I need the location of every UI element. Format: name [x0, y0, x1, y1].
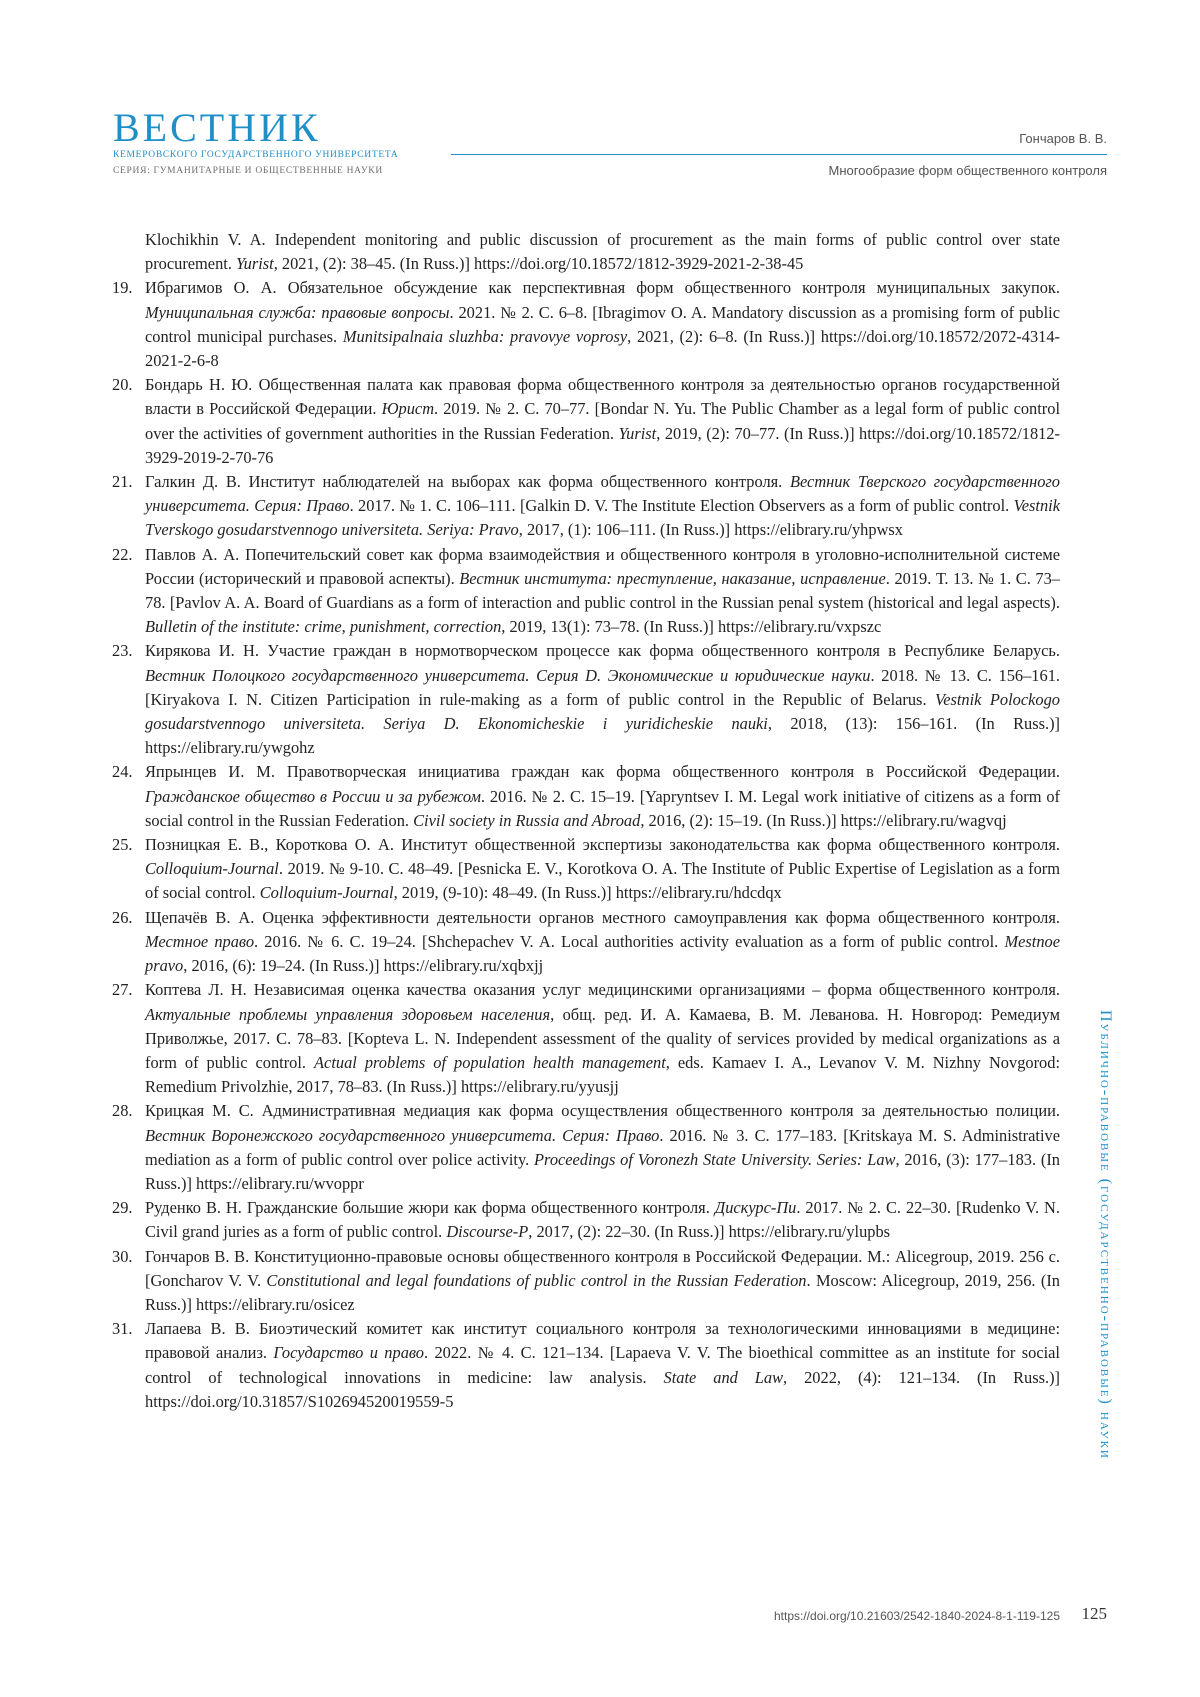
reference-segment: . 2018. № 13. С. 156–161. [Kiryakova I. N. Citizen Participation in rule-making as a form of public control in the Republic of Belarus.: [145, 665, 1060, 709]
reference-item: [112, 543, 1060, 640]
running-head-author: Гончаров В. В.: [1019, 131, 1107, 146]
reference-segment: Ибрагимов О. А. Обязательное обсуждение как перспективная форм общественного контроля муниципальных закупок.: [145, 278, 1060, 298]
reference-segment: , 2018, (13): 156–161. (In Russ.)] https://elibrary.ru/ywgohz: [145, 714, 1060, 758]
reference-number: 26.: [112, 907, 133, 927]
reference-text: [145, 641, 1060, 757]
reference-source-title: Vestnik Tverskogo gosudarstvennogo universiteta. Seriya: Pravo: [145, 496, 1060, 540]
reference-segment: Позницкая Е. В., Короткова О. А. Институт общественной экспертизы законодательства как форма общественного контроля.: [145, 835, 1060, 855]
journal-logo-title: ВЕСТНИК: [113, 105, 321, 150]
reference-segment: . Moscow: Alicegroup, 2019, 256. (In Russ.)] https://elibrary.ru/osicez: [145, 1270, 1061, 1314]
reference-text: [145, 472, 1060, 539]
reference-item: [112, 373, 1060, 470]
reference-segment: , eds. Kamaev I. A., Levanov V. M. Nizhny Novgorod: Remedium Privolzhie, 2017, 78–83. (In Russ.)] https://elibrary.ru/yyusjj: [145, 1052, 1060, 1097]
reference-text: [145, 980, 1060, 1096]
page-number: 125: [1081, 1604, 1107, 1623]
reference-source-title: Актуальные проблемы управления здоровьем населения: [145, 1004, 551, 1024]
reference-source-title: Actual problems of population health management: [314, 1052, 666, 1072]
reference-item: [112, 639, 1060, 760]
reference-source-title: Дискурс-Пи: [714, 1198, 797, 1218]
reference-source-title: Вестник института: преступление, наказание, исправление: [459, 568, 886, 588]
reference-item: [112, 276, 1060, 373]
journal-logo-subtitle: КЕМЕРОВСКОГО ГОСУДАРСТВЕННОГО УНИВЕРСИТЕТА: [113, 150, 399, 160]
reference-number: 31.: [112, 1319, 133, 1339]
reference-text: [145, 545, 1060, 637]
reference-source-title: Constitutional and legal foundations of public control in the Russian Federation: [266, 1270, 807, 1290]
reference-segment: , 2019, 13(1): 73–78. (In Russ.)] https://elibrary.ru/vxpszc: [501, 617, 882, 637]
reference-source-title: Discourse-P: [446, 1222, 529, 1242]
reference-source-title: Местное право: [145, 931, 255, 951]
reference-list: [112, 228, 1060, 1414]
reference-source-title: State and Law: [663, 1367, 784, 1387]
reference-number: 21.: [112, 472, 133, 492]
reference-source-title: Munitsipalnaia sluzhba: pravovye voprosy: [342, 326, 628, 346]
reference-source-title: Государство и право: [273, 1343, 424, 1363]
reference-item: [112, 760, 1060, 833]
reference-source-title: Юрист: [381, 399, 435, 419]
reference-segment: Руденко В. Н. Гражданские большие жюри как форма общественного контроля.: [145, 1198, 715, 1218]
reference-number: 20.: [112, 375, 133, 395]
reference-item: [112, 1099, 1060, 1196]
reference-segment: Павлов А. А. Попечительский совет как форма взаимодействия и общественного контроля в уголовно-исполнительной системе России (исторический и правовой аспекты).: [145, 544, 1060, 588]
reference-source-title: Yurist: [236, 254, 274, 274]
reference-source-title: Муниципальная служба: правовые вопросы: [145, 302, 450, 322]
reference-segment: , 2016, (6): 19–24. (In Russ.)] https://elibrary.ru/xqbxjj: [183, 956, 544, 976]
header-divider: [451, 154, 1107, 155]
reference-source-title: Вестник Воронежского государственного университета. Серия: Право: [145, 1125, 660, 1145]
reference-segment: , 2019, (9-10): 48–49. (In Russ.)] https://elibrary.ru/hdcdqx: [393, 883, 782, 903]
reference-segment: Япрынцев И. М. Правотворческая инициатива граждан как форма общественного контроля в Российской Федерации.: [145, 762, 1060, 782]
reference-text: [145, 835, 1060, 902]
reference-text: [145, 375, 1060, 467]
reference-segment: Klochikhin V. A. Independent monitoring and public discussion of procurement as the main forms of public control over state procurement.: [145, 230, 1060, 274]
section-side-title: Публично-правовые (государственно-правовые) науки: [1097, 1010, 1114, 1460]
reference-segment: , общ. ред. И. А. Камаева, В. М. Леванова. Н. Новгород: Ремедиум Приволжье, 2017. С. 78–83. [Kopteva L. N. Independent assessment of the quality of services provided by medical organizations as a form of public control.: [145, 1004, 1061, 1072]
reference-segment: , 2021, (2): 38–45. (In Russ.)] https://doi.org/10.18572/1812-3929-2021-2-38-45: [273, 254, 804, 274]
reference-number: 30.: [112, 1246, 133, 1266]
reference-segment: . 2022. № 4. С. 121–134. [Lapaeva V. V. The bioethical committee as an institute for social control of technological innovations in medicine: law analysis.: [145, 1343, 1060, 1387]
reference-text: [145, 1101, 1060, 1193]
reference-source-title: Proceedings of Voronezh State University. Series: Law: [534, 1149, 896, 1169]
reference-source-title: Colloquium-Journal: [259, 883, 394, 903]
reference-source-title: Vestnik Polockogo gosudarstvennogo universiteta. Seriya D. Ekonomicheskie i yuridicheskie nauki: [145, 689, 1060, 734]
reference-segment: Кирякова И. Н. Участие граждан в нормотворческом процессе как форма общественного контроля в Республике Беларусь.: [145, 641, 1060, 661]
reference-source-title: Civil society in Russia and Abroad: [413, 810, 641, 830]
reference-segment: Коптева Л. Н. Независимая оценка качества оказания услуг медицинскими организациями – форма общественного контроля.: [145, 980, 1060, 1000]
reference-source-title: Bulletin of the institute: crime, punishment, correction: [145, 617, 502, 637]
reference-number: 25.: [112, 835, 133, 855]
reference-segment: . 2016. № 2. С. 15–19. [Yapryntsev I. M. Legal work initiative of citizens as a form of social control in the Russian Federation.: [145, 786, 1060, 830]
reference-text: [145, 1319, 1060, 1411]
reference-text: [145, 1247, 1060, 1314]
reference-segment: . 2017. № 1. С. 106–111. [Galkin D. V. The Institute Election Observers as a form of public control.: [349, 496, 1014, 516]
reference-item: [112, 470, 1060, 543]
reference-text: [145, 762, 1060, 829]
reference-segment: . 2019. № 9-10. С. 48–49. [Pesnicka E. V., Korotkova O. A. The Institute of Public Expertise of Legislation as a form of social control.: [145, 859, 1060, 903]
reference-source-title: Вестник Тверского государственного университета. Серия: Право: [145, 472, 1061, 516]
reference-segment: . 2019. № 2. С. 70–77. [Bondar N. Yu. The Public Chamber as a legal form of public control over the activities of government authorities in the Russian Federation.: [145, 399, 1060, 443]
reference-item: [112, 978, 1060, 1099]
reference-number: 23.: [112, 641, 133, 661]
reference-segment: , 2016, (3): 177–183. (In Russ.)] https://elibrary.ru/wvoppr: [145, 1149, 1060, 1193]
reference-source-title: Colloquium-Journal: [145, 859, 279, 879]
reference-segment: . 2019. Т. 13. № 1. С. 73–78. [Pavlov A. A. Board of Guardians as a form of interaction and public control in the Russian penal system (historical and legal aspects).: [145, 568, 1061, 613]
reference-segment: . 2017. № 2. С. 22–30. [Rudenko V. N. Civil grand juries as a form of public control.: [145, 1198, 1060, 1242]
journal-series: СЕРИЯ: ГУМАНИТАРНЫЕ И ОБЩЕСТВЕННЫЕ НАУКИ: [113, 166, 383, 176]
reference-segment: , 2017, (2): 22–30. (In Russ.)] https://elibrary.ru/ylupbs: [528, 1222, 891, 1242]
reference-segment: . 2016. № 6. С. 19–24. [Shchepachev V. A. Local authorities activity evaluation as a form of public control.: [254, 931, 1005, 951]
reference-segment: Лапаева В. В. Биоэтический комитет как институт социального контроля за технологическими инновациями в медицине: правовой анализ.: [145, 1319, 1060, 1363]
footer-doi: https://doi.org/10.21603/2542-1840-2024-8-1-119-125: [774, 1609, 1060, 1623]
reference-text: [145, 278, 1060, 370]
reference-number: 29.: [112, 1198, 133, 1218]
reference-source-title: Mestnoe pravo: [145, 931, 1060, 976]
reference-text: [145, 230, 1060, 273]
reference-source-title: Гражданское общество в России и за рубежом: [145, 786, 481, 806]
reference-item: [112, 1245, 1060, 1318]
reference-item: [112, 906, 1060, 979]
reference-segment: , 2019, (2): 70–77. (In Russ.)] https://doi.org/10.18572/1812-3929-2019-2-70-76: [145, 423, 1060, 467]
reference-number: 19.: [112, 278, 133, 298]
reference-segment: , 2022, (4): 121–134. (In Russ.)] https://doi.org/10.31857/S102694520019559-5: [145, 1367, 1060, 1411]
reference-segment: , 2021, (2): 6–8. (In Russ.)] https://doi.org/10.18572/2072-4314-2021-2-6-8: [145, 326, 1060, 371]
reference-text: [145, 908, 1060, 975]
reference-number: 28.: [112, 1101, 133, 1121]
reference-segment: Щепачёв В. А. Оценка эффективности деятельности органов местного самоуправления как форма общественного контроля.: [145, 907, 1060, 927]
reference-text: [145, 1198, 1060, 1241]
reference-number: 27.: [112, 980, 133, 1000]
reference-item: [112, 228, 1060, 276]
reference-item: [112, 1317, 1060, 1414]
reference-segment: Бондарь Н. Ю. Общественная палата как правовая форма общественного контроля за деятельностью органов государственной власти в Российской Федерации.: [145, 375, 1060, 419]
reference-source-title: Вестник Полоцкого государственного университета. Серия D. Экономические и юридические науки: [145, 665, 871, 685]
reference-number: 22.: [112, 544, 133, 564]
reference-segment: , 2017, (1): 106–111. (In Russ.)] https://elibrary.ru/yhpwsx: [518, 520, 903, 540]
reference-segment: , 2016, (2): 15–19. (In Russ.)] https://elibrary.ru/wagvqj: [640, 810, 1007, 830]
reference-source-title: Yurist: [618, 423, 657, 443]
reference-number: 24.: [112, 762, 133, 782]
reference-item: [112, 833, 1060, 906]
reference-segment: Гончаров В. В. Конституционно-правовые основы общественного контроля в Российской Федерации. М.: Alicegroup, 2019. 256 с. [Goncharov V. V.: [145, 1246, 1060, 1290]
reference-segment: Галкин Д. В. Институт наблюдателей на выборах как форма общественного контроля.: [145, 472, 790, 492]
reference-segment: . 2016. № 3. С. 177–183. [Kritskaya M. S. Administrative mediation as a form of public control over police activity.: [145, 1125, 1060, 1169]
reference-segment: Крицкая М. С. Административная медиация как форма осуществления общественного контроля за деятельностью полиции.: [145, 1101, 1060, 1121]
reference-item: [112, 1196, 1060, 1244]
journal-logo: [113, 105, 399, 176]
reference-segment: . 2021. № 2. С. 6–8. [Ibragimov O. A. Mandatory discussion as a promising form of public control municipal purchases.: [145, 302, 1060, 346]
running-head-title: Многообразие форм общественного контроля: [828, 163, 1107, 178]
